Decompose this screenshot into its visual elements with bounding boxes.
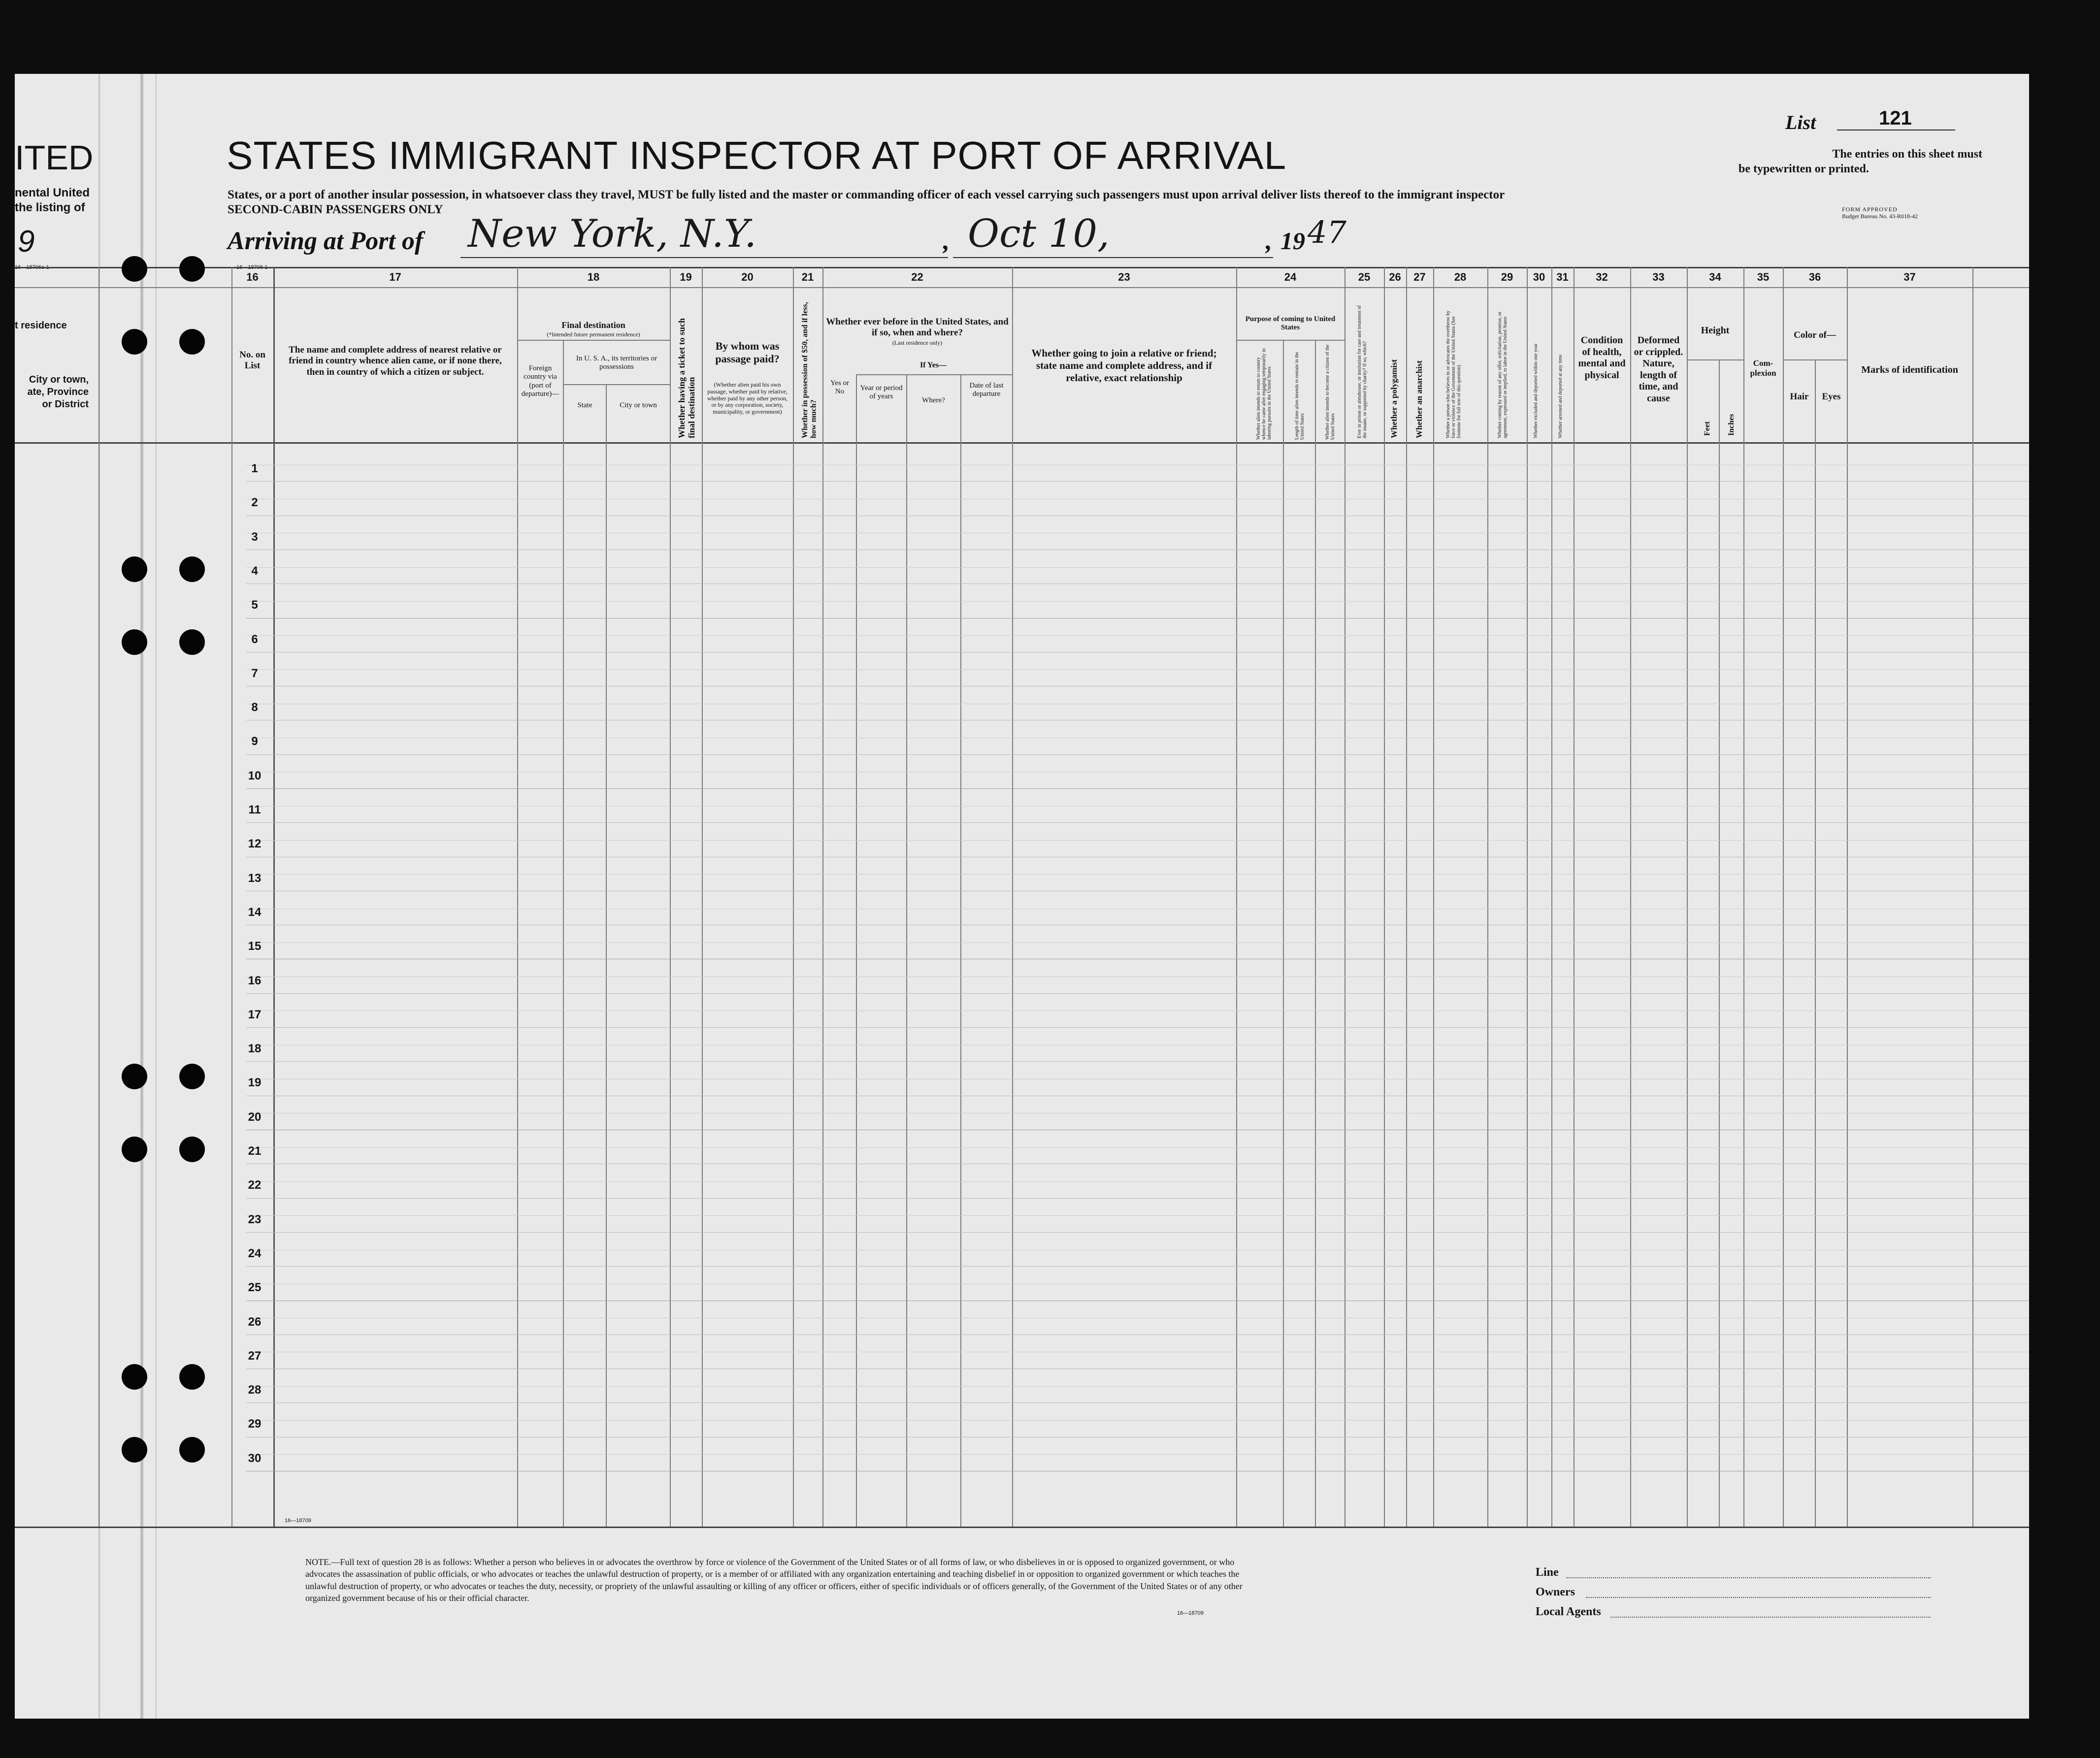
column-divider [1433,267,1434,1527]
punch-hole [122,329,147,355]
fold-line [140,74,143,1719]
punch-hole [179,1364,205,1390]
form-approved: FORM APPROVED [1842,206,1898,213]
row-subruling [246,806,2029,807]
row-number: 22 [248,1178,262,1192]
col18-city: City or town [620,401,657,409]
column-divider [702,267,703,1527]
col32-header: Condition of health, mental and physical [1578,335,1626,381]
col33-header: Deformed or crippled. Nature, length of time, and cause [1634,335,1683,404]
column-divider [1847,267,1848,1527]
column-divider [822,267,823,1527]
line-field [1566,1577,1931,1578]
col16-header: No. on List [239,350,265,371]
col27-header: Whether an anarchist [1414,360,1424,438]
column-divider [1551,267,1552,1527]
row-number: 10 [248,769,262,782]
port-handwritten: New York, N.Y. [468,212,757,256]
column-divider [1630,267,1631,1527]
row-number: 13 [248,872,262,885]
column-divider [517,267,518,1527]
col17-header: The name and complete address of nearest relative or friend in country whence alien came, or if none there, then in country of which a citizen or subject. [289,345,502,377]
column-number: 27 [1413,271,1426,283]
date-underline [953,257,1273,258]
left-fragment-line: the listing of [15,201,85,214]
col28-header: Whether a person who believes in or advocates the overthrow by force or violence of the Government of the United States (See footnote for full text of this question) [1445,310,1462,438]
grid-top-line [15,267,2029,268]
column-divider [906,374,907,1527]
row-subruling [246,1010,2029,1011]
col18-header: Final destination [561,320,625,330]
column-divider [960,374,961,1527]
col24-sub1: Whether alien intends to return to country whence he came after engaging temporarily in laboring pursuits in the United States [1256,348,1272,440]
col22-year: Year or period of years [860,384,903,401]
col22-yesno: Yes or No [830,379,850,396]
separator: , [1266,227,1272,255]
row-number: 4 [251,564,258,578]
column-number: 22 [911,271,923,283]
footnote: NOTE.—Full text of question 28 is as follows: Whether a person who believes in or advocates the overthrow by force or violence of the Government of the United States or of all forms of law, or who disbelieves in or is opposed to organized government, or who advocates the assassination of public officials, or who advocates or teaches the unlawful destruction of property, or is a member of or affiliated with any organization entertaining and teaching disbelief in or opposition to organized government or which teaches the unlawful destruction of property, or who advocates or teaches the duty, necessity, or propriety of the unlawful assaulting or killing of any officer or officers, either of specific individuals or of officers generally, of the Government of the United States or of any other organized government because of his or their official character. [305,1557,1243,1603]
punch-hole [122,1137,147,1162]
column-number: 16 [246,271,259,283]
col31-header: Whether arrested and deported at any time [1558,355,1563,438]
punch-hole [122,1364,147,1390]
column-divider [670,267,671,1527]
column-number: 29 [1501,271,1513,283]
col25-header: Ever in prison or almshouse, or institution for care and treatment of the insane, or supported by charity? If so, which? [1357,305,1368,438]
col24-header: Purpose of coming to United States [1245,315,1336,332]
colnum-divider [15,287,2029,288]
row-number: 1 [251,462,258,475]
manifest-sheet [15,74,2029,1719]
col18-foreign: Foreign country via (port of departure)— [521,364,559,398]
row-number: 7 [251,667,258,680]
column-divider [1487,267,1488,1527]
left-fragment-title: ITED [15,138,94,177]
subheader-line [1236,340,1345,341]
list-label: List [1785,111,1816,133]
row-subruling [246,874,2029,875]
column-number: 35 [1757,271,1770,283]
column-number: 24 [1284,271,1297,283]
col18-state: State [577,401,592,409]
row-ruling [246,788,2029,789]
punch-hole [122,256,147,282]
column-divider [563,340,564,1527]
col20-header: By whom was passage paid? [715,340,780,365]
footnote-code: 16—18709 [1177,1610,1204,1616]
col22-where: Where? [922,396,945,404]
bottom-code: 16—18709 [285,1518,311,1524]
row-ruling [246,1027,2029,1028]
row-number: 18 [248,1042,262,1055]
col22-header: Whether ever before in the United States, and if so, when and where? [826,317,1009,338]
row-number: 25 [248,1281,262,1294]
row-ruling [246,754,2029,755]
row-ruling [246,1198,2029,1199]
column-divider [1012,267,1013,1527]
row-ruling [246,1061,2029,1062]
col36-eyes: Eyes [1822,391,1841,402]
column-divider [1783,267,1784,1527]
column-number: 30 [1533,271,1545,283]
row-subruling [246,669,2029,670]
punch-hole [122,556,147,582]
col35-header: Com-plexion [1750,358,1776,378]
punch-hole [122,1064,147,1089]
punch-hole [179,556,205,582]
row-subruling [246,1147,2029,1148]
col26-header: Whether a polygamist [1389,359,1399,438]
row-subruling [246,567,2029,568]
budget-bureau: Budget Bureau No. 43-R018-42 [1842,213,1918,220]
row-ruling [246,1232,2029,1233]
column-divider [1687,267,1688,1527]
subheader-line [563,384,670,385]
agents-field [1610,1617,1931,1618]
col24-sub3: Whether alien intends to become a citizen of the United States [1325,344,1336,440]
date-handwritten: Oct 10, [968,212,1110,256]
punch-hole [179,629,205,655]
row-ruling [246,618,2029,619]
column-divider [1384,267,1385,1527]
row-number: 27 [248,1349,262,1363]
page-title: STATES IMMIGRANT INSPECTOR AT PORT OF ARRIVAL [227,133,1287,177]
row-number: 17 [248,1008,262,1021]
agents-label: Local Agents [1536,1605,1601,1618]
column-divider [1527,267,1528,1527]
row-number: 21 [248,1144,262,1158]
subheader-line [856,374,1012,375]
row-subruling [246,601,2029,602]
row-ruling [246,993,2029,994]
column-number: 17 [389,271,401,283]
row-subruling [246,1386,2029,1387]
row-number: 28 [248,1383,262,1397]
row-number: 11 [248,803,261,816]
row-number: 15 [248,940,262,953]
col22-sub: (Last residence only) [892,339,943,346]
subheader-line [1783,359,1847,360]
left-col-header: t residence [15,320,67,331]
column-divider [98,267,99,1527]
row-number: 3 [251,530,258,544]
col18-sub: (*Intended future permanent residence) [547,331,640,338]
col23-header: Whether going to join a relative or friend; state name and complete address, and if relative, exact relationship [1031,347,1217,384]
grid-bottom-line [15,1527,2029,1528]
column-divider [1972,267,1973,1527]
col29-header: Whether coming by reason of any offer, solicitation, promise, or agreement, expressed or implied, to labor in the United States [1497,311,1508,438]
column-number: 25 [1358,271,1371,283]
column-number: 34 [1709,271,1721,283]
row-number: 9 [251,735,258,748]
row-number: 30 [248,1452,262,1465]
row-number: 2 [251,496,258,509]
punch-hole [122,1437,147,1463]
row-subruling [246,635,2029,636]
column-number: 32 [1596,271,1608,283]
left-col-sub: City or town, [29,374,89,385]
col18-usa: In U. S. A., its territories or possessions [576,355,657,371]
col37-header: Marks of identification [1861,364,1958,375]
column-number: 28 [1454,271,1467,283]
port-underline [460,257,948,258]
row-ruling [246,1368,2029,1369]
row-number: 24 [248,1247,262,1260]
punch-hole [179,1137,205,1162]
col22-ifyes: If Yes— [919,361,947,369]
punch-hole [179,329,205,355]
row-subruling [246,1215,2029,1216]
row-number: 19 [248,1076,262,1089]
col21-header: Whether in possession of $50, and if less, how much? [801,302,818,438]
column-number: 18 [587,271,600,283]
entries-note: be typewritten or printed. [1739,163,1869,175]
class-line: SECOND-CABIN PASSENGERS ONLY [228,203,443,216]
punch-hole [179,256,205,282]
row-subruling [246,1454,2029,1455]
header-bottom-line [15,442,2029,444]
row-ruling [246,822,2029,823]
column-divider [793,267,794,1527]
punch-hole [179,1064,205,1089]
col22-date: Date of last departure [969,382,1004,398]
column-divider [231,267,232,1527]
row-number: 5 [251,598,258,612]
column-number: 36 [1808,271,1821,283]
subheader-line [517,340,670,341]
column-divider [1315,340,1316,1527]
column-number: 33 [1652,271,1665,283]
row-number: 12 [248,837,262,850]
row-number: 8 [251,701,258,714]
row-number: 29 [248,1417,262,1431]
owners-label: Owners [1536,1586,1575,1598]
row-number: 23 [248,1213,262,1226]
list-number: 121 [1879,107,1912,129]
row-number: 16 [248,974,262,987]
col19-header: Whether having a ticket to such final destination [677,318,696,438]
column-divider [606,384,607,1527]
row-ruling [246,1266,2029,1267]
owners-field [1586,1597,1931,1598]
column-number: 21 [801,271,814,283]
row-subruling [246,1181,2029,1182]
row-number: 14 [248,906,262,919]
row-number: 20 [248,1110,262,1124]
row-ruling [246,1402,2029,1403]
year-handwritten: 47 [1308,214,1346,250]
row-ruling [246,481,2029,482]
column-number: 26 [1389,271,1401,283]
col20-sub: (Whether alien paid his own passage, whether paid by relative, whether paid by any other person, or by any corporation, society, municipality, or government) [707,381,788,416]
col30-header: Whether excluded and deported within one year [1533,343,1539,438]
col34-inches: Inches [1727,414,1736,436]
col24-sub2: Length of time alien intends to remain in the United States [1294,352,1305,440]
col36-hair: Hair [1790,391,1809,402]
col34-header: Height [1701,325,1730,336]
column-number: 37 [1903,271,1916,283]
line-label: Line [1536,1566,1559,1579]
col36-header: Color of— [1794,330,1836,340]
subheader-line [1687,359,1743,360]
header-instruction: States, or a port of another insular possession, in whatsoever class they travel, MUST be fully listed and the master or commanding officer of each vessel carrying such passengers must upon arrival deliver lists thereof to the immigrant inspector [228,188,1505,201]
punch-hole [122,629,147,655]
column-divider [1574,267,1575,1527]
arriving-label: Arriving at Port of [228,227,424,255]
column-number: 20 [741,271,754,283]
separator: , [943,227,950,255]
row-number: 6 [251,633,258,646]
column-divider [1236,267,1237,1527]
entries-note: The entries on this sheet must [1832,148,1982,161]
col34-feet: Feet [1703,421,1711,436]
row-number: 26 [248,1315,262,1329]
column-number: 23 [1118,271,1130,283]
row-subruling [246,840,2029,841]
column-number: 31 [1556,271,1569,283]
left-fragment-line: nental United [15,186,90,199]
left-col-sub: or District [42,399,89,410]
column-divider [1743,267,1744,1527]
column-divider [856,374,857,1527]
punch-hole [179,1437,205,1463]
year-prefix: 19 [1280,227,1305,255]
left-fragment-year: 9 [18,225,35,259]
row-subruling [246,1420,2029,1421]
fold-line [155,74,157,1719]
column-number: 19 [680,271,692,283]
column-divider [273,267,275,1527]
left-col-sub: ate, Province [27,387,89,397]
column-divider [1406,267,1407,1527]
column-divider [1283,340,1284,1527]
